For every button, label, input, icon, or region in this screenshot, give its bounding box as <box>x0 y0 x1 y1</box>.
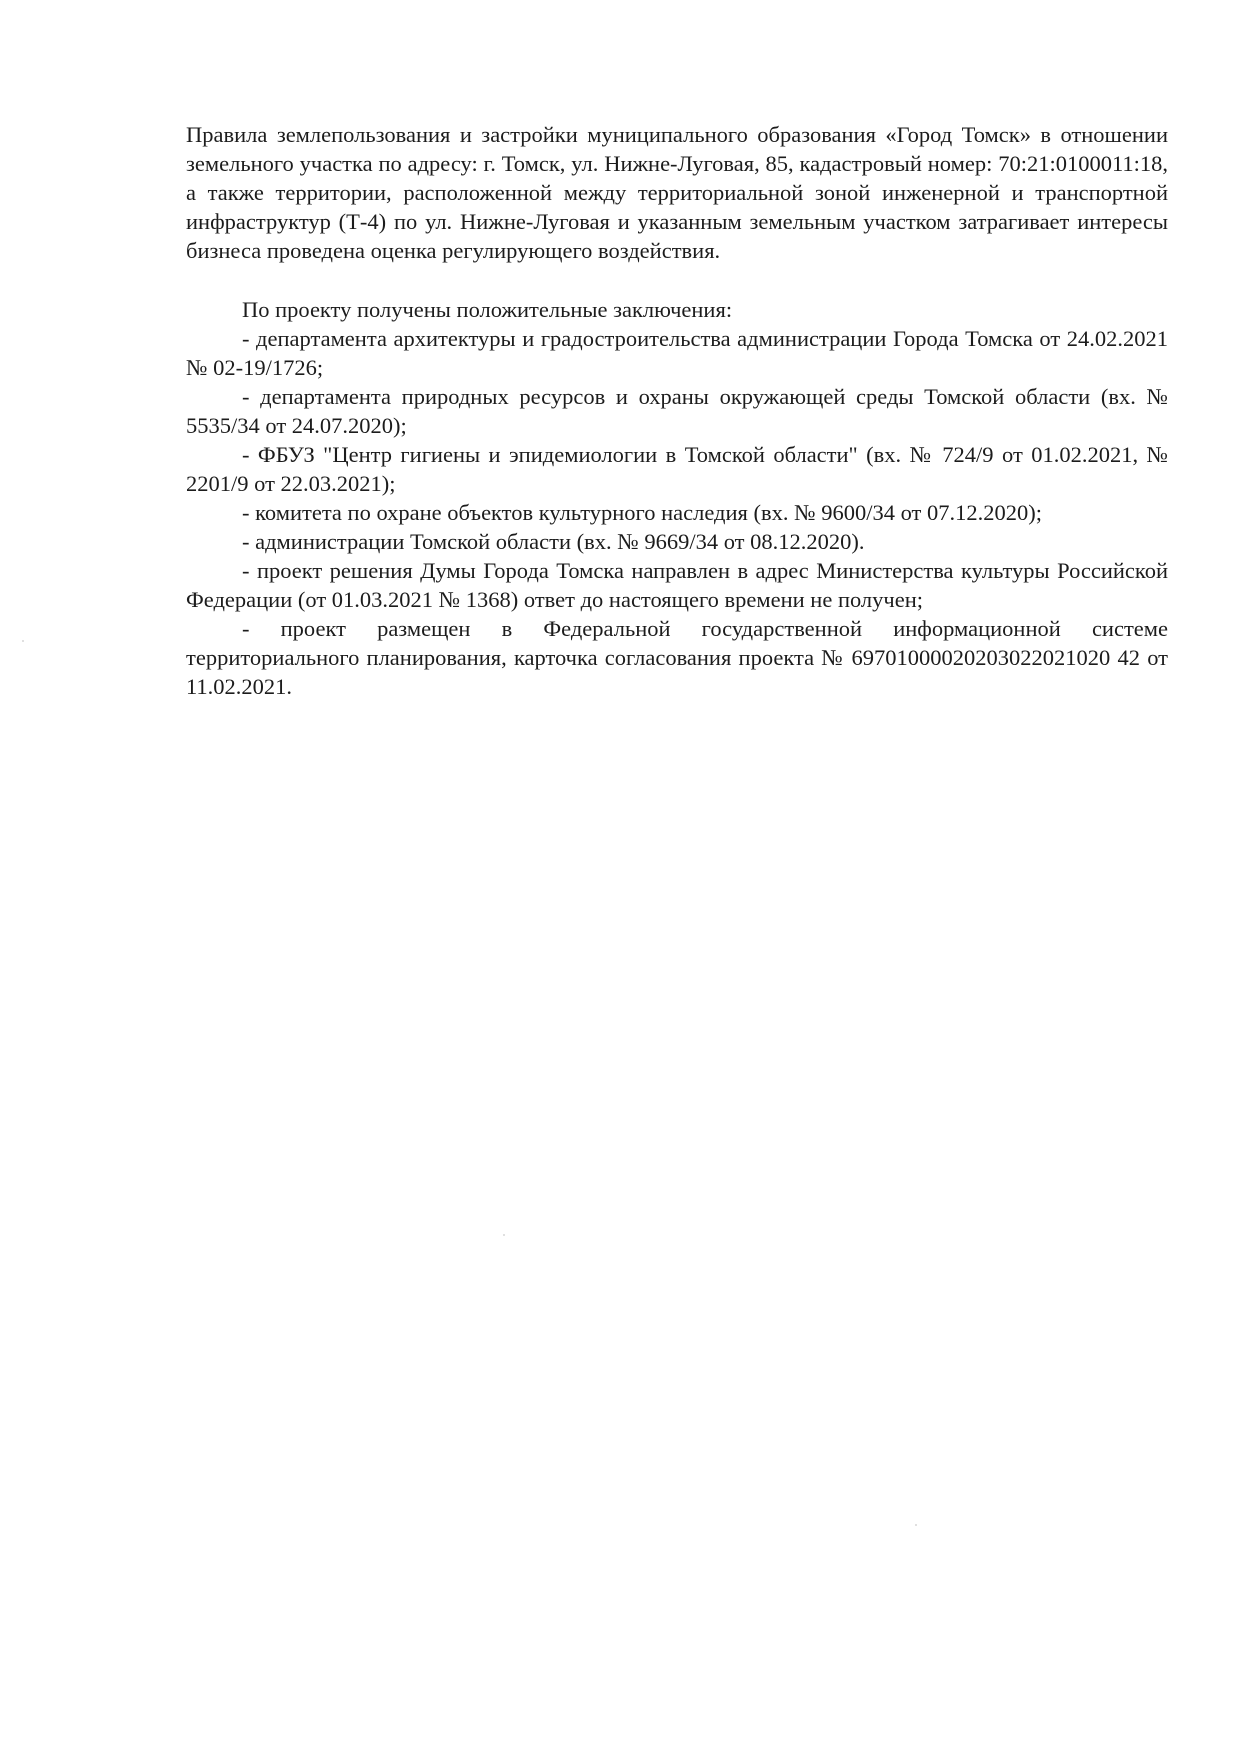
scan-artifact <box>503 1234 505 1236</box>
conclusion-item-ministry-of-culture: - проект решения Думы Города Томска направлен в адрес Министерства культуры Российской Федерации (от 01.03.2021 № 1368) ответ до настоящего времени не получен; <box>186 558 1168 612</box>
intro-paragraph: Правила землепользования и застройки муниципального образования «Город Томск» в отношении земельного участка по адресу: г. Томск, ул. Нижне-Луговая, 85, кадастровый номер: 70:21:0100011:18, а также территории, расположенной между территориальной зоной инженерной и транспортной инфраструктур (Т-4) по ул. Нижне-Луговая и указанным земельным участком затрагивает интересы бизнеса проведена оценка регулирующего воздействия. <box>186 122 1168 263</box>
conclusion-item-hygiene-center: - ФБУЗ "Центр гигиены и эпидемиологии в Томской области" (вх. № 724/9 от 01.02.2021, № 2201/9 от 22.03.2021); <box>186 442 1168 496</box>
scan-artifact <box>915 1524 917 1526</box>
scan-artifact <box>22 640 24 642</box>
conclusion-item-region-administration: - администрации Томской области (вх. № 9669/34 от 08.12.2020). <box>242 529 865 554</box>
conclusion-item-cultural-heritage: - комитета по охране объектов культурного наследия (вх. № 9600/34 от 07.12.2020); <box>242 500 1042 525</box>
conclusion-item-natural-resources: - департамента природных ресурсов и охраны окружающей среды Томской области (вх. № 5535/34 от 24.07.2020); <box>186 384 1168 438</box>
paragraph-gap <box>186 265 1168 295</box>
conclusion-item-architecture: - департамента архитектуры и градостроительства администрации Города Томска от 24.02.2021 № 02-19/1726; <box>186 326 1168 380</box>
conclusion-item-fgis-tp: - проект размещен в Федеральной государственной информационной системе территориального планирования, карточка согласования проекта № 69701000020203022021020 42 от 11.02.2021. <box>186 616 1168 699</box>
document-body <box>186 120 1168 701</box>
conclusions-heading: По проекту получены положительные заключения: <box>242 297 733 322</box>
